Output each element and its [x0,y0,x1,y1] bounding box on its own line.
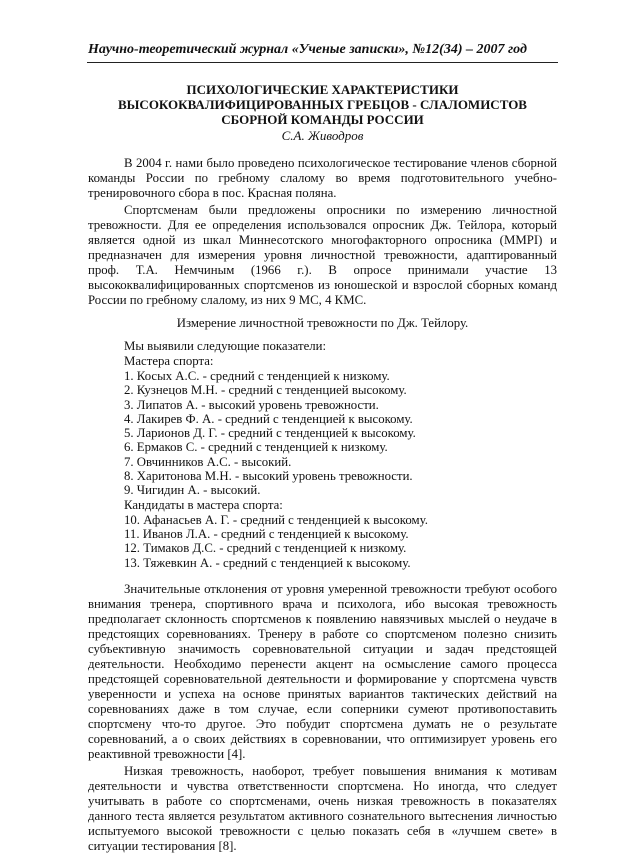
candidates-list [88,513,557,570]
header-divider [87,62,558,63]
list-item: 4. Лакирев Ф. А. - средний с тенденцией к высокому. [124,411,413,426]
list-item: 12. Тимаков Д.С. - средний с тенденцией к низкому. [124,541,407,556]
results-intro: Мы выявили следующие показатели: [124,339,327,353]
group-masters-label: Мастера спорта: [124,354,214,368]
list-item: 8. Харитонова М.Н. - высокий уровень тревожности. [124,469,413,484]
list-item: 11. Иванов Л.А. - средний с тенденцией к высокому. [124,526,409,541]
article-body [88,156,557,854]
paragraph-high-anxiety: Значительные отклонения от уровня умеренной тревожности требуют особого внимания тренера, спортивного врача и психолога, ибо высокая тревожность предполагает склонность спортсменов к появлению навязчивых мыслей о неудаче в предстоящих соревнованиях. Тренеру в работе со спортсменом полезно снизить субъективную значимость соревновательной ситуации и задач предстоящей деятельности. Необходимо перенести акцент на осмысление самого процесса предстоящей соревновательной деятельности и формирование у спортсмена чувств уверенности и успеха на основе принятых вариантов тактических действий на соревнованиях даже в том случае, если соперники сумеют противопоставить спортсмену что-то другое. Это побудит спортсмена думать не о результате соревнований, а о своих действиях в соревновании, что оптимизирует уровень его реактивной тревожности [4]. [88,581,557,761]
journal-header: Научно-теоретический журнал «Ученые записки», №12(34) – 2007 год [88,42,527,57]
list-item: 6. Ермаков С. - средний с тенденцией к низкому. [124,440,388,455]
section-subheading: Измерение личностной тревожности по Дж. Тейлору. [176,316,469,330]
article-author: С.А. Живодров [281,128,364,143]
list-item: 3. Липатов А. - высокий уровень тревожности. [124,397,379,412]
group-candidates-label: Кандидаты в мастера спорта: [124,497,283,512]
paragraph-low-anxiety: Низкая тревожность, наоборот, требует повышения внимания к мотивам деятельности и чувства ответственности спортсмена. Но иногда, что следует учитывать в работе со спортсменами, очень низкая тревожность в показателях данного теста является результатом активного сознательного вытеснения личностью испытуемого высокой тревожности с целью показать себя в «лучшем свете» в ситуации тестирования [8]. [88,763,557,853]
paragraph-method: Спортсменам были предложены опросники по измерению личностной тревожности. Для ее определения использовался опросник Дж. Тейлора, который является одной из шкал Миннесотского многофакторного опросника (MMPI) и предназначен для измерения уровня личностной тревожности, адаптированный проф. Т.А. Немчиным (1966 г.). В опросе принимали участие 13 высококвалифицированных спортсменов из юношеской и взрослой сборных команд России по гребному слалому, из них 9 МС, 4 КМС. [88,203,557,307]
list-item: 7. Овчинников А.С. - высокий. [124,454,292,469]
list-item: 2. Кузнецов М.Н. - средний с тенденцией высокому. [124,383,407,398]
list-item: 1. Косых А.С. - средний с тенденцией к низкому. [124,369,390,383]
masters-list [88,369,557,498]
list-item: 5. Ларионов Д. Г. - средний с тенденцией к высокому. [124,426,416,441]
article-title: ПСИХОЛОГИЧЕСКИЕ ХАРАКТЕРИСТИКИ ВЫСОКОКВАЛИФИЦИРОВАННЫХ ГРЕБЦОВ - СЛАЛОМИСТОВ СБОРНОЙ КОМАНДЫ РОССИИ [118,82,527,127]
list-item: 9. Чигидин А. - высокий. [124,483,261,498]
list-item: 10. Афанасьев А. Г. - средний с тенденцией к высокому. [124,512,428,527]
list-item: 13. Тяжевкин А. - средний с тенденцией к высокому. [124,555,411,570]
paragraph-intro: В 2004 г. нами было проведено психологическое тестирование членов сборной команды России по гребному слалому во время подготовительного учебно-тренировочного сбора в пос. Красная поляна. [88,156,557,200]
